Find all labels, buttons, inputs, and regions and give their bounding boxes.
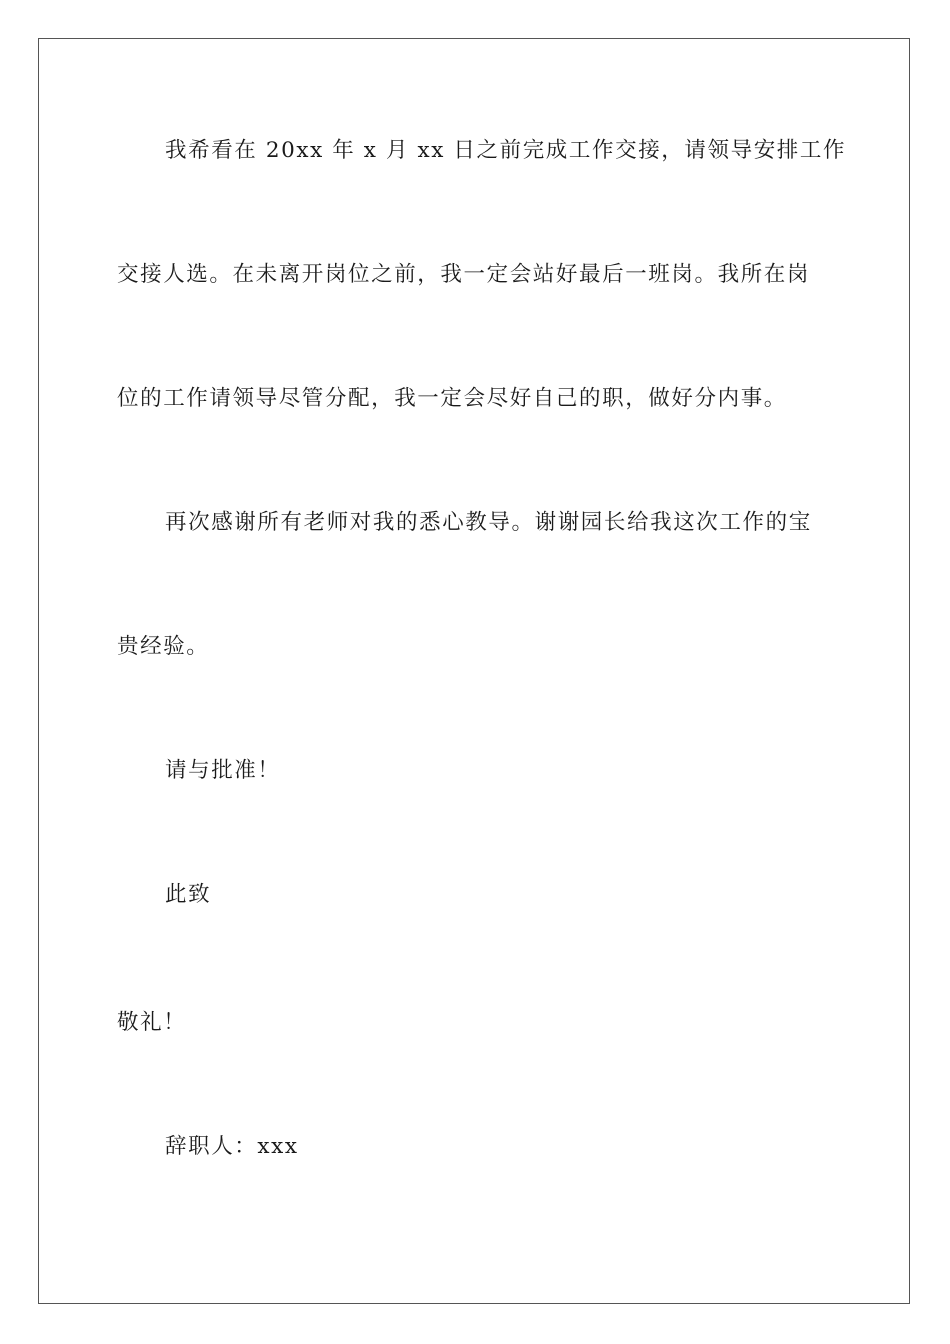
approval-request: 请与批准！ (165, 758, 281, 783)
paragraph-1-line-1: 我希看在 20xx 年 x 月 xx 日之前完成工作交接，请领导安排工作 (165, 138, 847, 163)
page-frame (38, 38, 910, 1304)
paragraph-2-line-2: 贵经验。 (117, 634, 210, 659)
paragraph-2-line-1: 再次感谢所有老师对我的悉心教导。谢谢园长给我这次工作的宝 (165, 510, 812, 535)
closing-salutation: 此致 (165, 882, 212, 907)
closing-respect: 敬礼！ (117, 1010, 187, 1035)
paragraph-1-line-2: 交接人选。在未离开岗位之前，我一定会站好最后一班岗。我所在岗 (117, 262, 811, 287)
paragraph-1-line-3: 位的工作请领导尽管分配，我一定会尽好自己的职，做好分内事。 (117, 386, 787, 411)
signature-line: 辞职人：xxx (165, 1134, 299, 1159)
